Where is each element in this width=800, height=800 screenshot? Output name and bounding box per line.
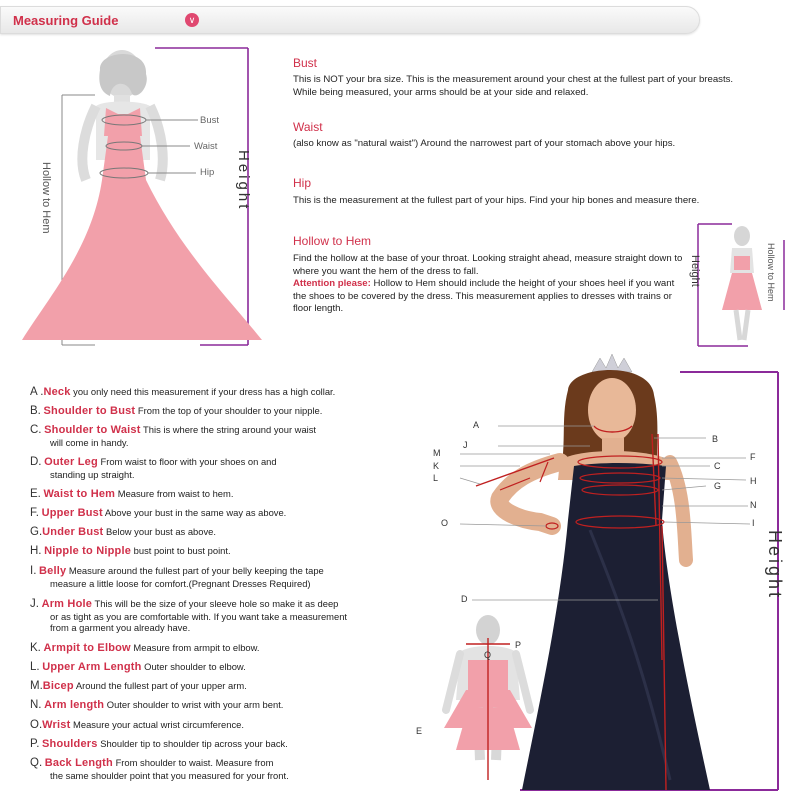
hip-heading: Hip xyxy=(293,176,312,190)
marker-o: O xyxy=(441,518,449,528)
list-item-nipple-to-nipple: H. Nipple to Nipple bust point to bust point. xyxy=(30,545,231,557)
small-figure-height-label: Height xyxy=(689,255,701,287)
small-figure-diagram xyxy=(692,218,792,350)
marker-p: P xyxy=(515,640,522,650)
marker-h: H xyxy=(750,476,757,486)
list-item-shoulders: P. Shoulders Shoulder tip to shoulder tip across your back. xyxy=(30,738,288,750)
list-item-under-bust: G.Under Bust Below your bust as above. xyxy=(30,526,216,538)
chevron-down-icon[interactable]: ∨ xyxy=(185,13,199,27)
attention-label: Attention please: xyxy=(293,278,371,289)
list-item-arm-hole: J. Arm Hole This will be the size of your sleeve hole so make it as deep or as tight as you are comfortable with. If you want take a measurement from a garment you already have. xyxy=(30,598,348,633)
figure-label-bust: Bust xyxy=(200,115,220,126)
list-item-belly: I. Belly Measure around the fullest part of your belly keeping the tape measure a little loose for comfort.(Pregnant Dresses Required) xyxy=(30,565,324,589)
marker-d: D xyxy=(461,594,468,604)
marker-q: Q xyxy=(484,650,492,660)
marker-g: G xyxy=(714,481,722,491)
marker-c: C xyxy=(714,461,721,471)
marker-f: F xyxy=(750,452,756,462)
marker-a: A xyxy=(473,420,480,430)
list-item-upper-arm-length: L. Upper Arm Length Outer shoulder to elbow. xyxy=(30,661,246,673)
list-item-upper-bust: F. Upper Bust Above your bust in the same way as above. xyxy=(30,507,287,519)
back-figure-diagram xyxy=(440,610,540,790)
figure-label-hollow-to-hem: Hollow to Hem xyxy=(40,162,52,234)
list-item-outer-leg: D. Outer Leg From waist to floor with your shoes on and standing up straight. xyxy=(30,456,277,480)
hip-description: This is the measurement at the fullest part of your hips. Find your hip bones and measure there. xyxy=(293,195,700,206)
marker-n: N xyxy=(750,500,757,510)
model-height-label: Height xyxy=(765,530,785,601)
marker-l: L xyxy=(433,473,439,483)
waist-description: (also know as "natural waist") Around the narrowest part of your stomach above your hips. xyxy=(293,138,676,149)
hollow-heading: Hollow to Hem xyxy=(293,234,372,248)
list-item-shoulder-to-waist: C. Shoulder to Waist This is where the string around your waist will come in handy. xyxy=(30,424,317,448)
marker-i: I xyxy=(752,518,755,528)
waist-heading: Waist xyxy=(293,120,323,134)
figure-label-height: Height xyxy=(235,150,252,212)
list-item-arm-length: N. Arm length Outer shoulder to wrist with your arm bent. xyxy=(30,699,284,711)
list-item-shoulder-to-bust: B. Shoulder to Bust From the top of your shoulder to your nipple. xyxy=(30,405,323,417)
page-title: Measuring Guide xyxy=(13,13,119,28)
list-item-wrist: O.Wrist Measure your actual wrist circumference. xyxy=(30,719,244,731)
list-item-neck: A .Neck you only need this measurement if your dress has a high collar. xyxy=(30,386,336,398)
small-figure-hollow-label: Hollow to Hem xyxy=(766,243,776,302)
list-item-armpit-to-elbow: K. Armpit to Elbow Measure from armpit to elbow. xyxy=(30,642,260,654)
figure-label-hip: Hip xyxy=(200,167,215,178)
figure-label-waist: Waist xyxy=(194,141,218,152)
bust-heading: Bust xyxy=(293,56,318,70)
marker-b: B xyxy=(712,434,719,444)
measuring-guide-header xyxy=(0,6,700,34)
attention-text: Hollow to Hem should include the height of your shoes heel if you want the shoes to be covered by the dress. This measurement applies to dresses with trains or floor length. xyxy=(293,278,675,314)
list-item-bicep: M.Bicep Around the fullest part of your upper arm. xyxy=(30,680,247,692)
marker-m: M xyxy=(433,448,441,458)
bust-description: This is NOT your bra size. This is the measurement around your chest at the fullest part of your breasts. While being measured, your arms should be at your side and relaxed. xyxy=(293,74,734,98)
hollow-attention xyxy=(293,278,688,316)
list-item-waist-to-hem: E. Waist to Hem Measure from waist to hem. xyxy=(30,488,234,500)
marker-k: K xyxy=(433,461,440,471)
marker-e: E xyxy=(416,726,423,736)
hollow-description: Find the hollow at the base of your throat. Looking straight ahead, measure straight down to where you want the hem of the dress to fall. xyxy=(293,253,683,277)
marker-j: J xyxy=(463,440,468,450)
list-item-back-length: Q. Back Length From shoulder to waist. Measure from the same shoulder point that you measured for your front. xyxy=(30,757,289,781)
